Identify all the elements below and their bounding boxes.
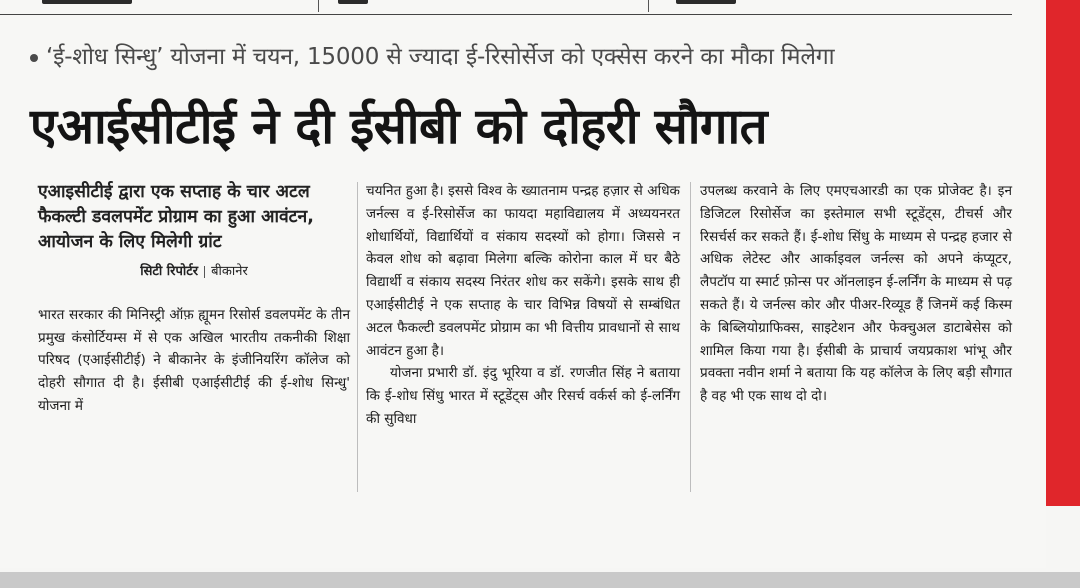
kicker-text: ‘ई-शोध सिन्धु’ योजना में चयन, 15000 से ज्यादा ई-रिसोर्सेज को एक्सेस करने का मौका मिलेगा bbox=[46, 44, 835, 70]
article-column-1 bbox=[38, 180, 350, 418]
column-2-paragraph-2: योजना प्रभारी डॉ. इंदु भूरिया व डॉ. रणजीत सिंह ने बताया कि ई-शोध सिंधु भारत में स्टूडेंट्स और रिसर्च वर्कर्स को ई-लर्निंग की सुविधा bbox=[366, 365, 680, 427]
column-2-paragraph-1: चयनित हुआ है। इससे विश्व के ख्यातनाम पन्द्रह हज़ार से अधिक जर्नल्स व ई-रिसोर्सेज का फायदा महाविद्यालय में अध्ययनरत शोधार्थियों, विद्यार्थियों व संकाय सदस्यों को होगा। जिससे न केवल शोध को बढ़ावा मिलेगा बल्कि कोरोना काल में घर बैठे विद्यार्थी व संकाय सदस्य निरंतर शोध कर सकेंगे। इसके साथ ही एआईसीटीई ने एक सप्ताह के चार विभिन्न विषयों से सम्बंधित अटल फैकल्टी डवलपमेंट प्रोग्राम का भी वित्तीय प्रावधानों से साथ आवंटन हुआ है। bbox=[366, 183, 680, 359]
byline-separator bbox=[204, 266, 205, 278]
column-divider bbox=[357, 182, 358, 492]
byline-reporter: सिटी रिपोर्टर bbox=[140, 264, 199, 279]
byline bbox=[38, 261, 350, 284]
article-column-3 bbox=[700, 180, 1012, 408]
article-column-2 bbox=[366, 180, 680, 431]
article-headline: एआईसीटीई ने दी ईसीबी को दोहरी सौगात bbox=[30, 98, 768, 155]
byline-city: बीकानेर bbox=[211, 264, 248, 279]
article-subheadline: एआइसीटीई द्वारा एक सप्ताह के चार अटल फैकल्टी डवलपमेंट प्रोग्राम का हुआ आवंटन, आयोजन के लिए मिलेगी ग्रांट bbox=[38, 182, 314, 252]
bullet-icon bbox=[30, 54, 38, 62]
bottom-border bbox=[0, 572, 1080, 588]
red-side-bar bbox=[1046, 0, 1080, 506]
previous-article-strip bbox=[0, 0, 1012, 15]
column-1-body: भारत सरकार की मिनिस्ट्री ऑफ़ ह्यूमन रिसोर्स डवलपमेंट के तीन प्रमुख कंसोर्टियम्स में से एक अखिल भारतीय तकनीकी शिक्षा परिषद (एआईसीटीई) ने बीकानेर के इंजीनियरिंग कॉलेज को दोहरी सौगात दी है। ईसीबी एआईसीटीई की ई-शोध सिन्धु' योजना में bbox=[38, 306, 350, 414]
column-divider bbox=[690, 182, 691, 492]
article-kicker bbox=[30, 40, 1020, 74]
column-3-body: उपलब्ध करवाने के लिए एमएचआरडी का एक प्रोजेक्ट है। इन डिजिटल रिसोर्सेज का इस्तेमाल सभी स्टूडेंट्स, टीचर्स और रिसर्चर्स कर सकते हैं। ई-शोध सिंधु के माध्यम से पन्द्रह हजार से अधिक लेटेस्ट और आर्काइवल जर्नल्स को अपने कंप्यूटर, लैपटॉप या स्मार्ट फ़ोन्स पर ऑनलाइन ई-लर्निंग के माध्यम से पढ़ सकते हैं। ये जर्नल्स कोर और पीअर-रिव्यूड हैं जिनमें कई किस्म के बिब्लियोग्राफिक्स, साइटेशन और फेक्चुअल डाटाबेसेस को शामिल किया गया है। ईसीबी के प्राचार्य जयप्रकाश भांभू और प्रवक्ता नवीन शर्मा ने बताया कि यह कॉलेज के लिए बड़ी सौगात है वह भी एक साथ दो दो। bbox=[700, 183, 1012, 405]
